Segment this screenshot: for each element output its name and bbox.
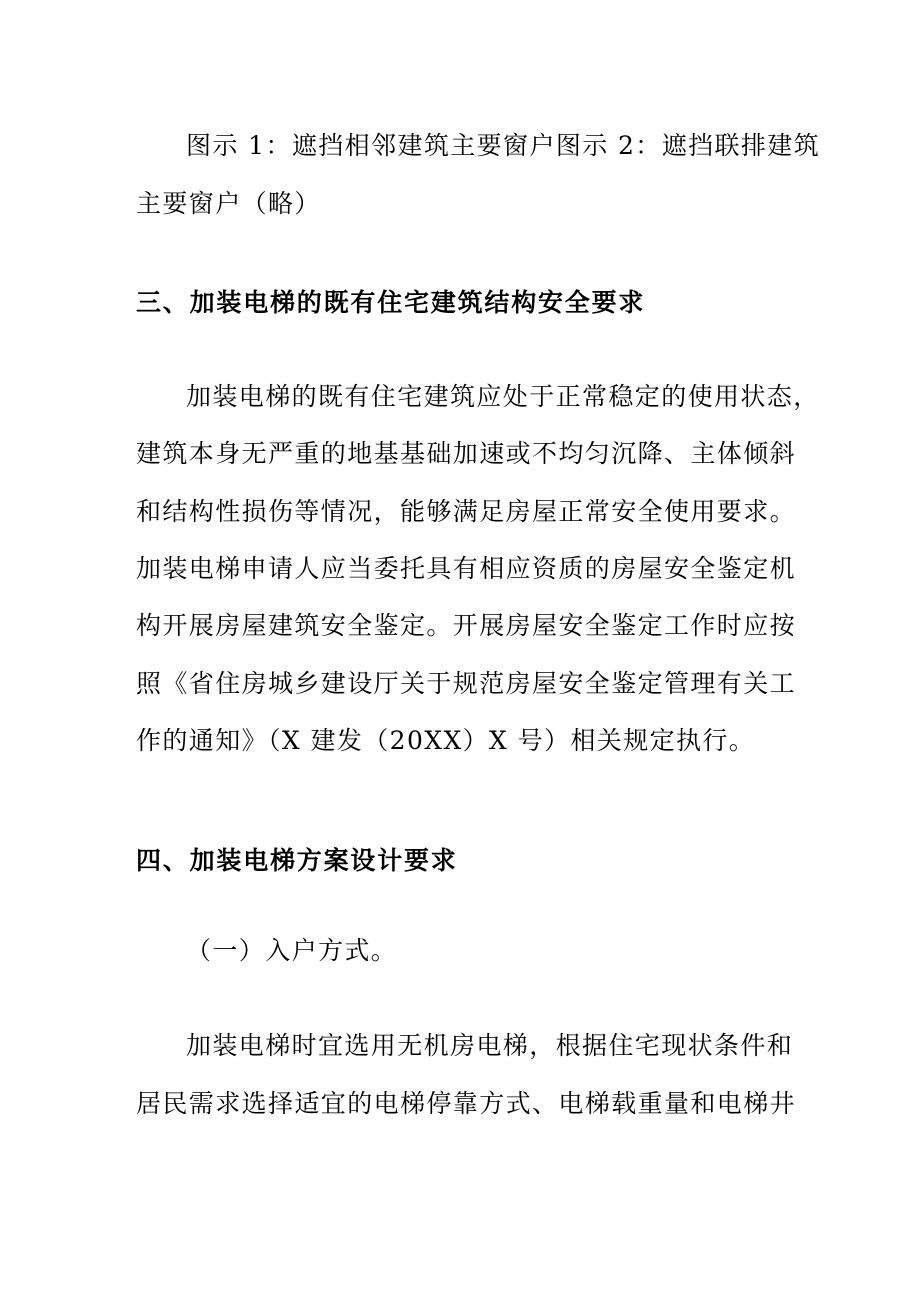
figure-caption-line-1: 图示 1：遮挡相邻建筑主要窗户图示 2：遮挡联排建筑 [186, 131, 821, 160]
section-3-paragraph-line-4: 加装电梯申请人应当委托具有相应资质的房屋安全鉴定机 [136, 554, 797, 583]
section-4-subheading: （一）入户方式。 [186, 936, 398, 965]
section-3-paragraph-line-5: 构开展房屋建筑安全鉴定。开展房屋安全鉴定工作时应按 [136, 611, 797, 640]
section-3-paragraph-line-7: 作的通知》（X 建发（20XX）X 号）相关规定执行。 [136, 726, 756, 755]
section-3-paragraph-line-3: 和结构性损伤等情况，能够满足房屋正常安全使用要求。 [136, 497, 797, 526]
section-3-heading: 三、加装电梯的既有住宅建筑结构安全要求 [136, 288, 646, 317]
section-3-paragraph-line-2: 建筑本身无严重的地基基础加速或不均匀沉降、主体倾斜 [136, 439, 797, 468]
section-4-heading: 四、加装电梯方案设计要求 [136, 846, 458, 875]
section-3-paragraph-line-6: 照《省住房城乡建设厅关于规范房屋安全鉴定管理有关工 [136, 669, 797, 698]
section-4-paragraph-line-1: 加装电梯时宜选用无机房电梯，根据住宅现状条件和 [186, 1031, 794, 1060]
section-4-paragraph-line-2: 居民需求选择适宜的电梯停靠方式、电梯载重量和电梯井 [136, 1089, 797, 1118]
section-3-paragraph-line-1: 加装电梯的既有住宅建筑应处于正常稳定的使用状态， [186, 382, 820, 411]
figure-caption-line-2: 主要窗户（略） [136, 189, 321, 218]
